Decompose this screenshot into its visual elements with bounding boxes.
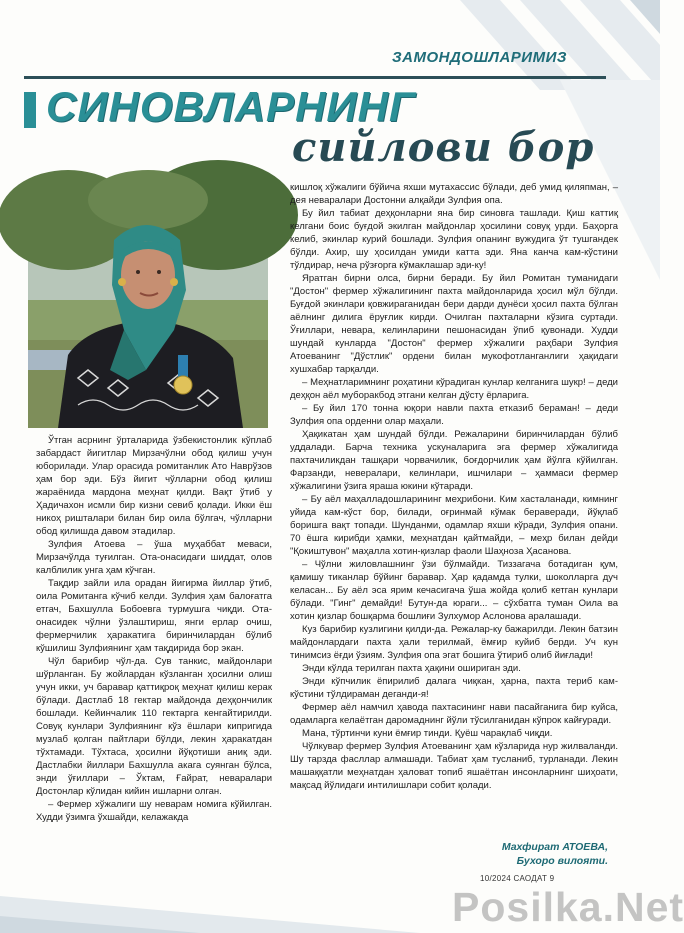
author-name: Махфират АТОЕВА, — [501, 841, 608, 853]
paragraph: Тақдир зайли ила орадан йигирма йиллар ўтиб, оила Ромитанга кўчиб келди. Зулфия ҳам балоғатга етгач, Бахшулла Бобоевга турмушга чиқди. Ота-онасидек чўлни ўзлаштириш, янги ерлар очиш, фермерчилик ҳаракатига биринчилардан бўлиб кўшилиш Зулфиянинг ҳам тақдирида бор экан. — [36, 578, 272, 654]
paragraph: Энди кўпчилик ёпирилиб далага чиқкан, ҳарна, пахта териб кам-кўстини тўлдираман деганди-я! — [290, 676, 618, 700]
portrait-photo — [28, 180, 268, 428]
paragraph: Фермер аёл намчил ҳавода пахтасининг нави пасайганига бир куйса, одамларга келаётган даромаднинг йўли тўсилганидан кўпрок кайғуради. — [290, 702, 618, 726]
portrait-illustration — [28, 180, 268, 428]
paragraph: – Меҳнатларимнинг роҳатини кўрадиган кунлар келганига шукр! – деди деҳқон аёл муборакбод этгани келган дўсту ёрларига. — [290, 377, 618, 401]
article-column-left — [36, 434, 272, 874]
headline-line-1: СИНОВЛАРНИНГ — [46, 83, 416, 130]
title-accent-bar — [24, 92, 36, 128]
paragraph: Зулфия Атоева – ўша муҳаббат меваси, Мирзачўлда туғилган. Ота-онасидаги шиддат, олов калблилик унга ҳам кўчган. — [36, 539, 272, 576]
headline-line-2: сийлови бор — [292, 124, 595, 171]
paragraph: Чўлкувар фермер Зулфия Атоеванинг ҳам кўзларида нур жилваланди. Шу тарзда фасллар алмашади. Табиат ҳам тусланиб, турланади. Лекин машаққатли меҳнатдан ҳаловат топиб яшаётган инсонларнинг шиҳоати, мақсад йўлидаги интилишлари собит қолади. — [290, 741, 618, 791]
paragraph: кишлоқ хўжалиги бўйича яхши мутахассис бўлади, деб умид қиляпман, – дея неваралари Достонни алқайди Зулфия опа. — [290, 182, 618, 206]
article-column-right — [290, 181, 618, 833]
paragraph: – Чўлни жиловлашнинг ўзи бўлмайди. Тиззагача ботадиган қум, қамишу тиканлар бўйинг баравар. Ҳар қадамда тулки, шоколларга дуч келасан... Бу аёл эса ярим кечасигача ўша жойда қолиб кетган кунлари бўлади. "Гинг" демайди! Бутун-да юраги... – сўхбатга туман Оила ва хотин қизлар бошқарма бошлиғи Зулхумор Аслонова аралашади. — [290, 559, 618, 622]
paragraph: Куз барибир кузлигини қилди-да. Режалар-ку бажарилди. Лекин батзин майдонлардаги пахта ҳали терилмай, ёмғир куйиб берди. Уч кун тинимсиз ёғди ўзиям. Зулфия опа эгат бошига ўтириб олиб йиғлади! — [290, 624, 618, 661]
paragraph: Чўл барибир чўл-да. Сув танкис, майдонлари шўрланган. Бу жойлардан кўзланган ҳосилни олиш учун икки, уч баравар қаттиқроқ меҳнат қилиш керак бўлади. Дастлаб 18 гектар майдонда деҳқончилик бошлади. Кейинчалик 110 гектарга кенгайтирилди. Совуқ кунлари Зулфиянинг кўз ёшлари кипригида музлаб қолган пайтлари бўлди, лекин ҳаракатдан тўхтамади. Тўхтаса, ҳосилни йўқотиши аниқ эди. Дастлабки йиллари Бахшулла акага суянган бўлса, энди ўғиллари – Ўктам, Ғайрат, неваралари Достонлар кўлидан кийин ишларни олган. — [36, 656, 272, 797]
watermark: Posilka.Net — [452, 884, 684, 930]
paragraph: Мана, тўртинчи куни ёмғир тинди. Қуёш чарақлаб чиқди. — [302, 728, 553, 739]
paragraph: – Бу аёл маҳалладошларининг меҳрибони. Ким хасталанади, кимнинг уйида кам-кўст бор, билади, оғринмай кўмак бераверади, йўқлаб боришга вақт топади. Шунданми, одамлар яхши кўради, Зулфия опани. 70 ёшга кирибди ҳамки, меҳнатдан қайтмайди, – меҳр билан дейди "Қокиштувон" маҳалла хотин-қизлар фаоли Шаҳноза Ҳасанова. — [290, 494, 618, 557]
issue-footer: 10/2024 САОДАТ 9 — [480, 874, 555, 883]
paragraph: Энди кўлда терилган пахта ҳақини ошириган эди. — [302, 663, 521, 674]
paragraph: Ўтган асрнинг ўрталарида ўзбекистонлик кўплаб забардаст йигитлар Мирзачўлни обод қилиш учун юборилади. Улар орасида ромитанлик Ато Наврўзов ҳам бор эди. Бўз йигит чўлларни обод қилиш жараёнида мардона меҳнат қилди. Вақт ўтиб у Ҳадичахон исмли бир кизни севиб қолади. Икки ёш никоҳ ришталари билан бир оила бўлгач, чўлларни обод қилишда давом этадилар. — [36, 435, 272, 537]
rubric-divider — [24, 76, 606, 79]
author-region: Бухоро вилояти. — [516, 855, 608, 867]
author-signature — [502, 840, 608, 868]
paragraph: Ҳақикатан ҳам шундай бўлди. Режаларини биринчилардан бўлиб уддалади. Барча техника ускуналарига эга фермер хўжалигида пахтачиликдан ташқари чорвачилик, боғдорчилик ҳам йўлга кўйилган. Фарзанди, невералари, келинлари, ишчилари – ҳаммаси фермер хўжалигини ўзига яраша юкини кўтаради. — [290, 429, 618, 492]
paragraph: – Бу йил 170 тонна юқори навли пахта етказиб бераман! – деди Зулфия опа орденни олар маҳали. — [290, 403, 618, 427]
paragraph: Бу йил табиат деҳқонларни яна бир синовга ташлади. Қиш каттиқ келгани боис буғдой экилган майдонлар ҳосилини совуқ урди. Баҳорга келиб, экинлар курий бошлади. Зулфия опанинг вужудига ўт тушгандек бўлди. Ахир, шу ҳосилдан умиди катта эди. Яна канча кам-кўстини тўлдирар, неча рўзғорга кўмаклашар эди-ку! — [290, 208, 618, 271]
paragraph: Яратган бирни олса, бирни беради. Бу йил Ромитан туманидаги "Достон" фермер хўжалигининг пахта майдонларида ҳосил мўл бўлди. Буғдой экинлари қовжираганидан бери дарди дунёси ҳосил пахта бўлган аёлнинг дилига ёруғлик кирди. Очилган пахталарни кўзига суртади. Ўғиллари, невара, келинларини пешонасидан ўпиб қувонади. Худди шундай кунларда "Достон" фермер хўжалиги раҳбари Зулфия Атоеванинг "Дўстлик" ордени билан мукофотланганлиги ҳақидаги хушхабар тарқалди. — [290, 273, 618, 375]
section-rubric: ЗАМОНДОШЛАРИМИЗ — [392, 49, 568, 66]
paragraph: – Фермер хўжалиги шу неварам номига кўйилган. Худди ўзимга ўхшайди, келажакда — [36, 799, 272, 823]
